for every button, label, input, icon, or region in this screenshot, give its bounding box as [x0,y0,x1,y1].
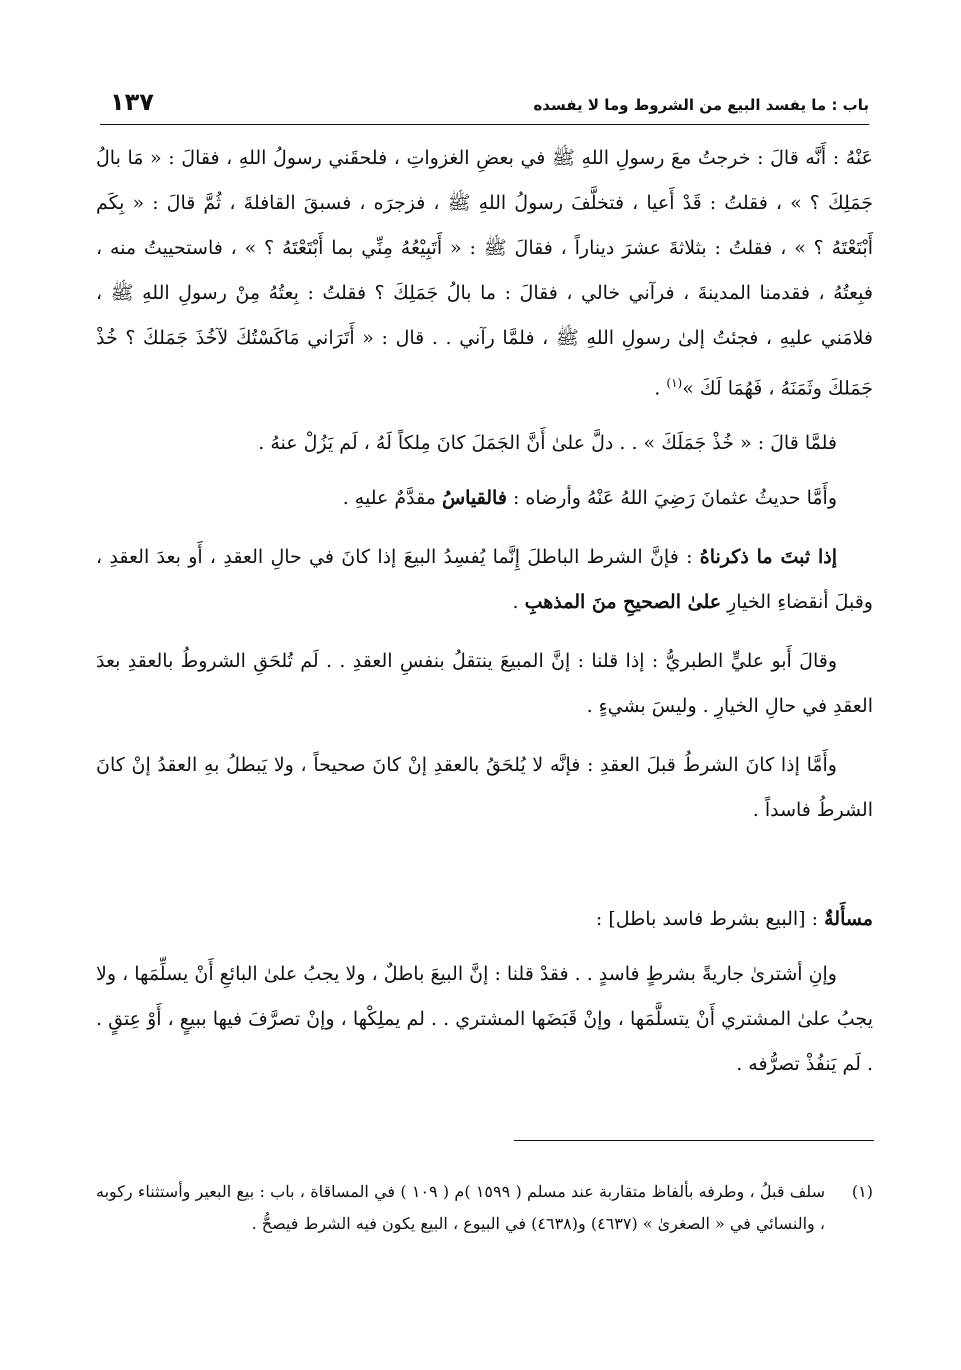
bold-tail: علىٰ الصحيحِ منَ المذهبِ [524,591,722,614]
paragraph-after: . [512,591,525,614]
running-head: باب : ما يفسد البيع من الشروط وما لا يفسده [533,96,869,114]
paragraph-final [96,952,873,1087]
page-number: ١٣٧ [110,88,154,116]
paragraph-hadith [96,136,873,411]
masalah-label: مسأَلةٌ [824,908,873,931]
footnote-text: سلف قبلُ ، وطرفه بألفاظ متقاربة عند مسلم ( ١٥٩٩ )م ( ١٠٩ ) في المساقاة ، باب : بيع البعير وأستثناء ركوبه ، والنسائي في « الصغرىٰ » (٤٦٣٧) و(٤٦٣٨) في البيوع ، البيع يكون فيه الشرط فيصحُّ . [96,1182,826,1233]
paragraph-text: وإنِ أشترىٰ جاريةً بشرطٍ فاسدٍ . . فقدْ قلنا : إنَّ البيعَ باطلٌ ، ولا يجبُ علىٰ البائعِ أَنْ يسلِّمَها ، ولا يجبُ علىٰ المشتري أَنْ يتسلَّمَها ، وإنْ قَبَضَها المشتري . . لم يملِكْها ، وإنْ تصرَّفَ فيها ببيعٍ ، أَوْ عِتقٍ . . لَم يَنفُذْ تصرُّفه . [96,963,873,1076]
paragraph-commentary [96,421,873,466]
paragraph-tail: . [654,377,667,400]
paragraph-text: وقالَ أَبو عليٍّ الطبريُّ : إذا قلنا : إنَّ المبيعَ ينتقلُ بنفسِ العقدِ . . لَم تُلحَقِ الشروطُ بالعقدِ بعدَ العقدِ في حالِ الخيارِ . وليسَ بشيءٍ . [96,650,873,718]
footnote-reference[interactable]: (١) [666,376,683,390]
masalah-title: : [البيع بشرط فاسد باطل] : [595,908,825,931]
masalah-heading [96,897,873,942]
paragraph-ruling [96,535,873,625]
main-text [96,136,873,1087]
footnote-divider [514,1140,874,1141]
paragraph-tabari [96,639,873,729]
paragraph-uthman [96,476,873,521]
paragraph-text: وأَمَّا حديثُ عثمانَ رَضِيَ اللهُ عَنْهُ وأرضاه : [506,487,837,510]
footnote-number: (١) [851,1182,873,1201]
bold-lead: إذا ثبتَ ما ذكرناهُ [699,546,838,569]
bold-term: فالقياسُ [441,487,507,510]
footnote [96,1176,873,1240]
paragraph-condition [96,743,873,833]
paragraph-text: وأَمَّا إذا كانَ الشرطُ قبلَ العقدِ : فإنَّه لا يُلحَقُ بالعقدِ إنْ كانَ صحيحاً ، ولا يَبطلُ بهِ العقدُ إنْ كانَ الشرطُ فاسداً . [96,754,873,822]
paragraph-after: مقدَّمٌ عليهِ . [342,487,442,510]
paragraph-text: : فإنَّ الشرط الباطلَ إِنَّما يُفسِدُ البيعَ إذا كانَ في حالِ العقدِ ، أَو بعدَ العقدِ ، وقبلَ أنقضاءِ الخيارِ [96,546,873,614]
paragraph-text: عَنْهُ : أَنَّه قالَ : خرجتُ معَ رسولِ اللهِ ﷺ في بعضِ الغزواتِ ، فلحقَني رسولُ اللهِ ، فقالَ : « مَا بالُ جَمَلِكَ ؟ » ، فقلتُ : قَدْ أَعيا ، فتخلَّفَ رسولُ اللهِ ﷺ ، فزجرَه ، فسبقَ القافلةَ ، ثُمَّ قالَ : « بِكَم أَبْتَعْتَهُ ؟ » ، فقلتُ : بثلاثةَ عشرَ ديناراً ، فقالَ ﷺ : « أَتَبِيْعُهُ مِنِّي بما أَبْتَعْتَهُ ؟ » ، فاستحييتُ منه ، فبِعتُهُ ، فقدمنا المدينةَ ، فرآني خالي ، فقالَ : ما بالُ جَمَلِكَ ؟ فقلتُ : بِعتُهُ مِنْ رسولِ اللهِ ﷺ ، فلامَني عليهِ ، فجئتُ إلىٰ رسولِ اللهِ ﷺ ، فلمَّا رآني . . قال : « أَتَرَاني مَاكَسْتُكَ لآخُذَ جَمَلكَ ؟ خُذْ جَمَلكَ وثَمَنَهُ ، فَهُمَا لَكَ » [96,147,873,400]
paragraph-text: فلمَّا قالَ : « خُذْ جَمَلَكَ » . . دلَّ علىٰ أَنَّ الجَمَلَ كانَ مِلكاً لَهُ ، لَم يَزُلْ عنهُ . [258,432,837,455]
page-header [100,88,869,125]
